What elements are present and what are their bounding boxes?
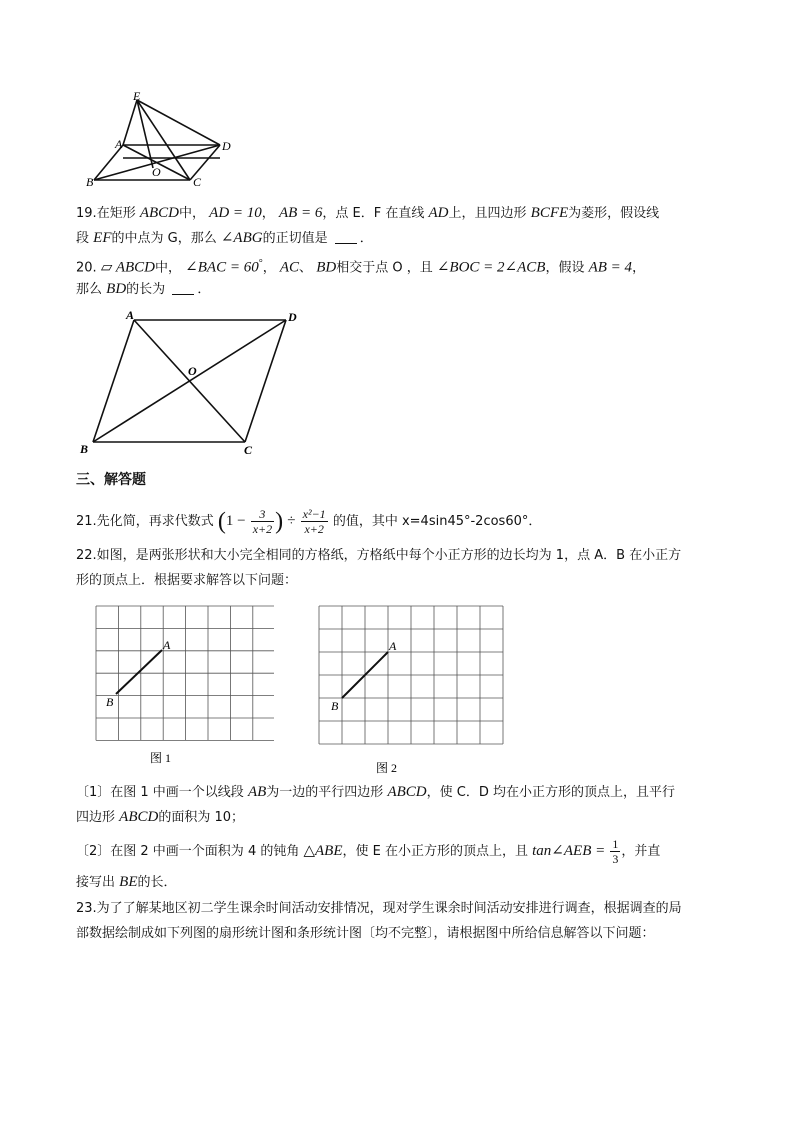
label-d: D bbox=[222, 139, 231, 153]
figure-parallelogram-abcd bbox=[76, 306, 306, 458]
figure-caption-1: 图 1 bbox=[150, 751, 172, 765]
label-c: C bbox=[193, 175, 202, 189]
segment-ec bbox=[137, 100, 190, 180]
label-d: D bbox=[288, 310, 297, 324]
question-22-part-1-line-2: 四边形 ABCD的面积为 10； bbox=[76, 809, 245, 825]
grid-lines bbox=[319, 606, 503, 744]
label-o: O bbox=[152, 165, 161, 179]
question-21: 21.先化简，再求代数式 (1 − $\frac{3}{x+2}$ ) ÷ $\frac{\text{x²−1}}{x+2}$ 的值，其中 x=4sin45°-2cos60°． bbox=[76, 507, 542, 536]
question-20-line-2: 那么 BD的长为 ． bbox=[76, 281, 211, 297]
answer-blank-20[interactable] bbox=[172, 280, 194, 295]
question-22-line-2: 形的顶点上．根据要求解答以下问题： bbox=[76, 573, 298, 588]
question-22-part-1-line-1: 〔1〕在图 1 中画一个以线段 AB为一边的平行四边形 ABCD，使 C．D 均在小正方形的顶点上，且平行 bbox=[76, 784, 675, 800]
grid-figure-2 bbox=[316, 604, 506, 778]
segment-ea bbox=[123, 100, 137, 145]
question-22-line-1: 22.如图，是两张形状和大小完全相同的方格纸，方格纸中每个小正方形的边长均为 1，点 A．B 在小正方 bbox=[76, 548, 682, 563]
label-e: E bbox=[133, 89, 141, 103]
question-19-line-1: 19.在矩形 ABCD中， AD = 10， AB = 6，点 E．F 在直线 AD上，且四边形 BCFE为菱形，假设线 bbox=[76, 205, 660, 221]
answer-blank-19[interactable] bbox=[335, 229, 357, 244]
figure-parallelogram-e bbox=[80, 88, 240, 192]
label-a: A bbox=[115, 137, 123, 151]
question-23-line-1: 23.为了了解某地区初二学生课余时间活动安排情况，现对学生课余时间活动安排进行调查，根据调查的局 bbox=[76, 901, 682, 916]
question-20-line-1: 20. ▱ ABCD中， ∠BAC = 60°， AC、 BD相交于点 O ，且 ∠BOC = 2∠ACB，假设 AB = 4， bbox=[76, 258, 646, 276]
grid-figure-1 bbox=[94, 604, 274, 774]
label-c: C bbox=[244, 443, 253, 457]
label-b: B bbox=[106, 695, 114, 709]
label-a: A bbox=[389, 639, 397, 653]
segment-ab bbox=[116, 650, 162, 694]
label-b: B bbox=[331, 699, 339, 713]
label-b: B bbox=[80, 442, 89, 456]
question-22-part-2-line-1: 〔2〕在图 2 中画一个面积为 4 的钝角 △ABE，使 E 在小正方形的顶点上，且 tan∠AEB = $\frac{1}{3}$ ，并直 bbox=[76, 837, 661, 866]
segment-cd bbox=[245, 320, 286, 442]
segment-bd bbox=[93, 320, 286, 442]
label-a: A bbox=[163, 638, 171, 652]
label-o: O bbox=[188, 364, 197, 378]
label-b: B bbox=[86, 175, 94, 189]
question-19-line-2: 段 EF的中点为 G，那么 ∠ABG的正切值是 ． bbox=[76, 230, 373, 246]
question-23-line-2: 部数据绘制成如下列图的扇形统计图和条形统计图〔均不完整〕，请根据图中所给信息解答以下问题： bbox=[76, 926, 655, 941]
grid-lines bbox=[96, 606, 274, 740]
label-a: A bbox=[126, 308, 135, 322]
figure-caption-2: 图 2 bbox=[376, 761, 398, 775]
question-22-part-2-line-2: 接写出 BE的长． bbox=[76, 874, 177, 890]
segment-ed bbox=[137, 100, 220, 145]
section-heading: 三、解答题 bbox=[76, 472, 146, 488]
segment-ab bbox=[93, 320, 134, 442]
